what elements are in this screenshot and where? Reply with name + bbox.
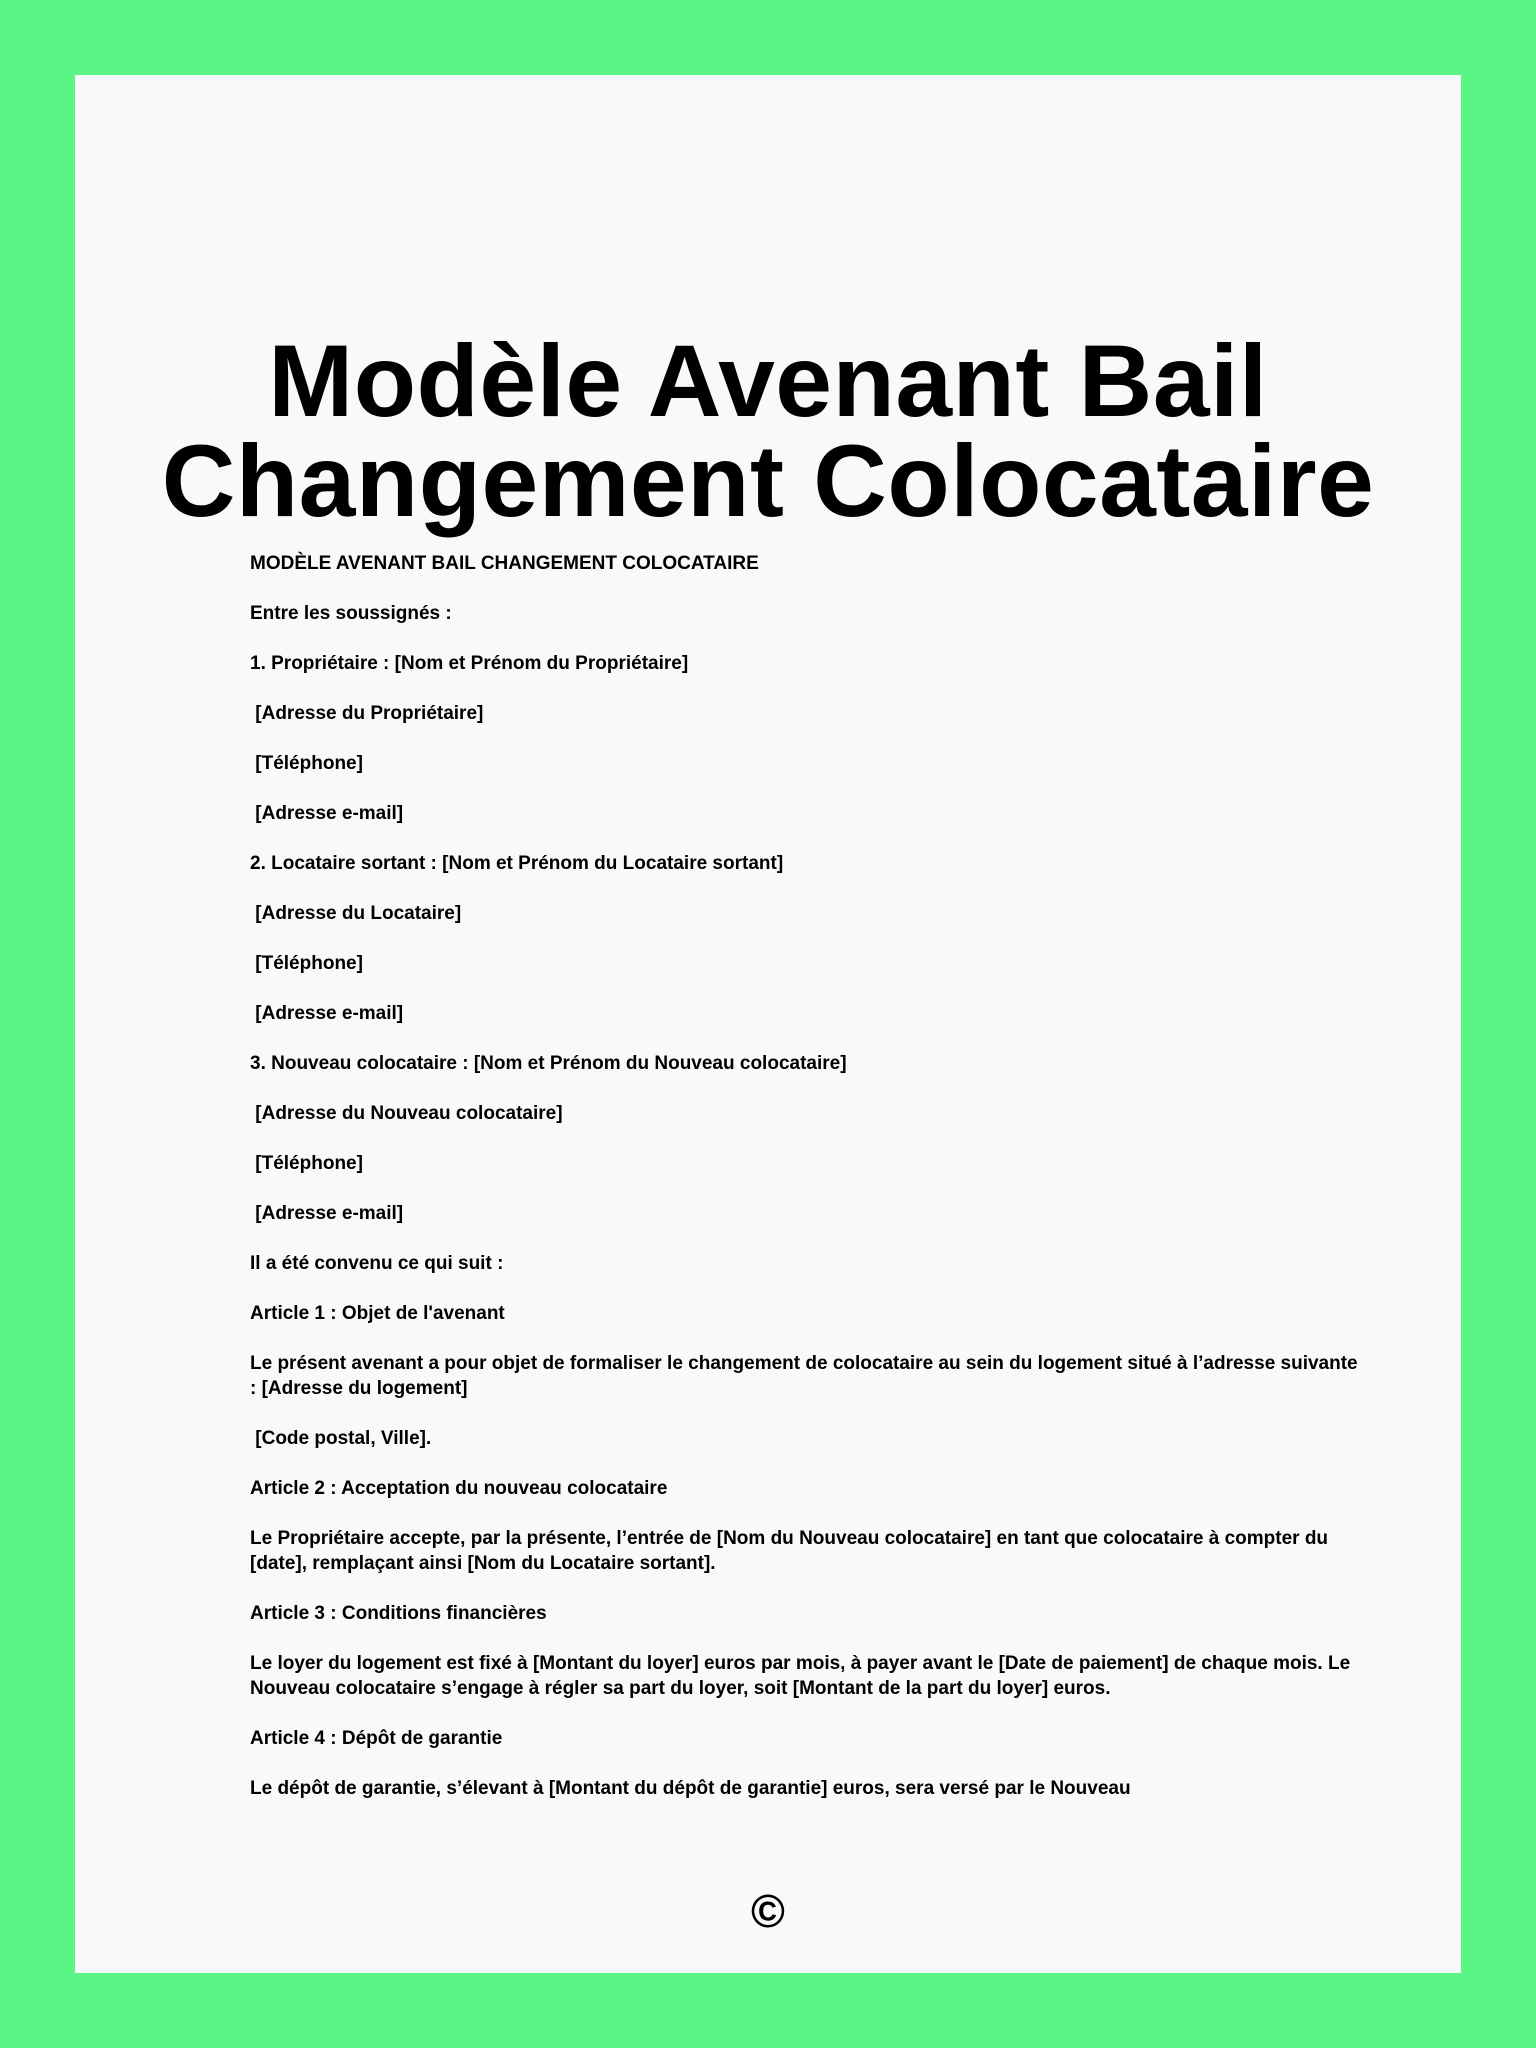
article-heading: Article 1 : Objet de l'avenant xyxy=(250,1303,505,1324)
paragraph: [Adresse du Nouveau colocataire] xyxy=(250,1103,563,1124)
paragraph: Le loyer du logement est fixé à [Montant du loyer] euros par mois, à payer avant le [Date de paiement] de chaque mois. Le Nouveau colocataire s’engage à régler sa part du loyer, soit [Montant de la part du loyer] euros. xyxy=(250,1653,1356,1699)
article-heading: Article 2 : Acceptation du nouveau colocataire xyxy=(250,1478,668,1499)
document-page xyxy=(75,75,1461,1973)
paragraph: Le Propriétaire accepte, par la présente, l’entrée de [Nom du Nouveau colocataire] en tant que colocataire à compter du [date], remplaçant ainsi [Nom du Locataire sortant]. xyxy=(250,1528,1334,1574)
article-heading: Article 4 : Dépôt de garantie xyxy=(250,1728,503,1749)
document-title xyxy=(75,324,1461,538)
paragraph: [Téléphone] xyxy=(250,753,363,774)
paragraph: [Adresse e-mail] xyxy=(250,1203,404,1224)
paragraph: 1. Propriétaire : [Nom et Prénom du Propriétaire] xyxy=(250,653,689,674)
document-body xyxy=(250,551,1363,1826)
paragraph: Il a été convenu ce qui suit : xyxy=(250,1253,504,1274)
paragraph: Entre les soussignés : xyxy=(250,603,452,624)
paragraph: [Téléphone] xyxy=(250,1153,363,1174)
paragraph: [Adresse du Locataire] xyxy=(250,903,462,924)
paragraph: Le présent avenant a pour objet de formaliser le changement de colocataire au sein du logement situé à l’adresse suivante : [Adresse du logement] xyxy=(250,1353,1363,1399)
title-line-2: Changement Colocataire xyxy=(161,424,1375,538)
article-heading: Article 3 : Conditions financières xyxy=(250,1603,547,1624)
title-line-1: Modèle Avenant Bail xyxy=(268,324,1268,438)
paragraph: 2. Locataire sortant : [Nom et Prénom du Locataire sortant] xyxy=(250,853,784,874)
paragraph: [Adresse du Propriétaire] xyxy=(250,703,484,724)
copyright-icon: © xyxy=(751,1885,785,1937)
paragraph: [Téléphone] xyxy=(250,953,363,974)
paragraph: [Adresse e-mail] xyxy=(250,1003,404,1024)
paragraph: 3. Nouveau colocataire : [Nom et Prénom du Nouveau colocataire] xyxy=(250,1053,847,1074)
paragraph: [Code postal, Ville]. xyxy=(250,1428,432,1449)
doc-heading: MODÈLE AVENANT BAIL CHANGEMENT COLOCATAIRE xyxy=(250,553,759,574)
paragraph: [Adresse e-mail] xyxy=(250,803,404,824)
paragraph: Le dépôt de garantie, s’élevant à [Montant du dépôt de garantie] euros, sera versé par le Nouveau xyxy=(250,1778,1131,1799)
